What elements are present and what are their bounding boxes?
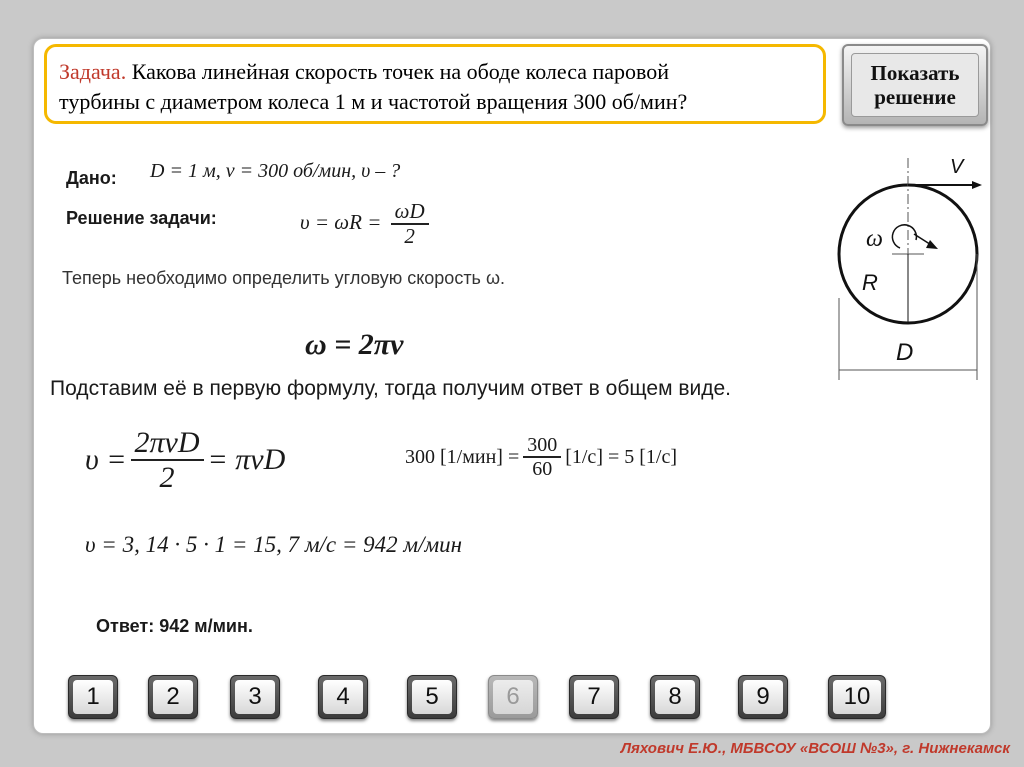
nav-label-2: 2: [153, 680, 193, 714]
show-solution-button[interactable]: [842, 44, 988, 126]
nav-label-1: 1: [73, 680, 113, 714]
nav-label-3: 3: [235, 680, 275, 714]
nav-label-10: 10: [833, 680, 881, 714]
task-box: [44, 44, 826, 124]
nav-button-10[interactable]: [828, 675, 886, 719]
text-angular-speed: Теперь необходимо определить угловую скорость ω.: [62, 268, 505, 288]
general-rhs: = πνD: [207, 443, 286, 476]
nav-label-9: 9: [743, 680, 783, 714]
nav-label-8: 8: [655, 680, 695, 714]
wheel-diagram: [822, 148, 992, 384]
task-line-2: турбины с диаметром колеса 1 м и частотой вращения 300 об/мин?: [59, 89, 688, 114]
conversion-lhs: 300 [1/мин] =: [405, 445, 520, 468]
solution-formula: [300, 200, 433, 248]
d-label: D: [896, 339, 914, 366]
given-formula: D = 1 м, ν = 300 об/мин, υ – ?: [150, 160, 401, 182]
show-solution-label-1: Показать: [870, 61, 960, 85]
conversion-fraction: [523, 434, 561, 480]
solution-fraction-den: 2: [404, 224, 415, 249]
nav-label-4: 4: [323, 680, 363, 714]
task-text-1: Какова линейная скорость точек на ободе колеса паровой: [126, 59, 670, 84]
solution-label: Решение задачи:: [66, 208, 217, 228]
omega-arc: [892, 225, 916, 248]
show-solution-button-face[interactable]: [851, 53, 979, 117]
nav-label-5: 5: [412, 680, 452, 714]
nav-button-2[interactable]: [148, 675, 198, 719]
conversion-num: 300: [523, 434, 561, 458]
nav-button-5[interactable]: [407, 675, 457, 719]
conversion-formula: [405, 434, 677, 480]
velocity-arrowhead: [972, 181, 982, 189]
nav-button-1[interactable]: [68, 675, 118, 719]
v-label: V: [950, 156, 964, 178]
footer-credit: Ляхович Е.Ю., МБВСОУ «ВСОШ №3», г. Нижнекамск: [620, 740, 1010, 757]
nav-button-3[interactable]: [230, 675, 280, 719]
nav-button-9[interactable]: [738, 675, 788, 719]
solution-fraction: [391, 200, 429, 248]
omega-arrowhead: [926, 240, 938, 249]
calc-formula: υ = 3, 14 · 5 · 1 = 15, 7 м/с = 942 м/мин: [85, 532, 463, 557]
task-line-1: [59, 57, 823, 87]
r-label: R: [862, 270, 878, 295]
nav-button-6-current[interactable]: [488, 675, 538, 719]
nav-label-6: 6: [493, 680, 533, 714]
task-label: Задача.: [59, 59, 127, 84]
general-fraction: [131, 426, 204, 494]
general-fraction-den: 2: [159, 461, 175, 494]
nav-button-8[interactable]: [650, 675, 700, 719]
show-solution-label-2: решение: [874, 85, 956, 109]
solution-fraction-num: ωD: [391, 200, 429, 225]
nav-label-7: 7: [574, 680, 614, 714]
given-label: Дано:: [66, 168, 117, 188]
nav-button-7[interactable]: [569, 675, 619, 719]
conversion-den: 60: [532, 458, 553, 480]
omega-formula: ω = 2πν: [305, 328, 404, 361]
omega-label: ω: [866, 226, 883, 252]
general-formula: [85, 426, 285, 494]
conversion-rhs: [1/с] = 5 [1/с]: [565, 445, 678, 468]
general-fraction-num: 2πνD: [131, 426, 204, 461]
text-substitute: Подставим её в первую формулу, тогда получим ответ в общем виде.: [50, 377, 732, 400]
solution-formula-lhs: υ = ωR =: [300, 209, 382, 234]
answer-text: Ответ: 942 м/мин.: [96, 616, 253, 636]
nav-button-4[interactable]: [318, 675, 368, 719]
general-lhs: υ =: [85, 443, 127, 476]
